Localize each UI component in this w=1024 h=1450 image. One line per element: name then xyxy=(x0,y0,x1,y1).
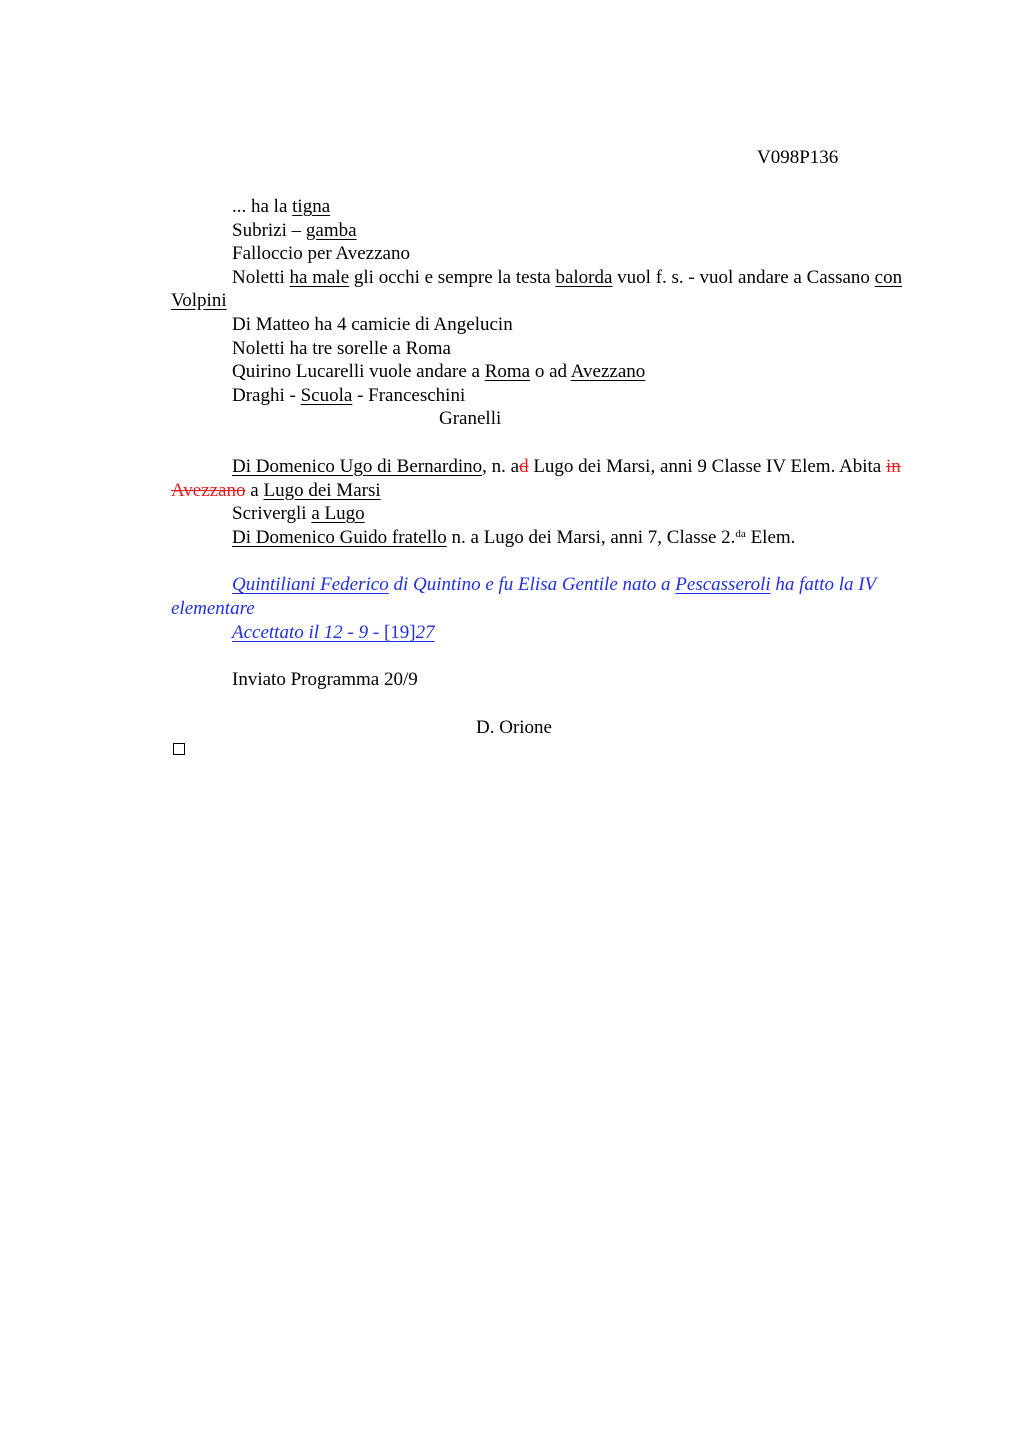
text-span: n. a Lugo dei Marsi, anni 7, Classe 2. xyxy=(446,526,736,548)
text-span: Subrizi – xyxy=(232,219,306,241)
text-line: Di Matteo ha 4 camicie di Angelucin xyxy=(232,313,513,335)
text-span: ha fatto la IV elementare xyxy=(171,574,876,619)
underlined-word: Di Domenico Guido fratello xyxy=(232,526,447,548)
text-span: Quirino Lucarelli vuole andare a xyxy=(232,361,485,383)
square-outline-icon xyxy=(173,743,185,755)
spacer xyxy=(171,549,931,573)
text-span: 27 xyxy=(415,621,435,643)
page-reference: V098P136 xyxy=(757,147,839,168)
underlined-word: Scuola xyxy=(300,384,353,406)
text-span: gli occhi e sempre la testa xyxy=(349,266,556,288)
acceptance-note xyxy=(232,622,435,643)
spacer xyxy=(171,644,931,668)
added-text-line xyxy=(171,573,931,620)
text-span: o ad xyxy=(530,361,571,383)
document-body xyxy=(171,195,931,692)
superscript: da xyxy=(735,527,746,540)
text-span: Draghi - xyxy=(232,384,301,406)
signature: D. Orione xyxy=(476,717,552,738)
text-line xyxy=(171,195,931,219)
text-line: Inviato Programma 20/9 xyxy=(232,669,418,691)
text-span: Elem. xyxy=(745,526,796,548)
text-line: Falloccio per Avezzano xyxy=(232,243,410,265)
underlined-word: con Volpini xyxy=(171,266,903,312)
text-span: , n. a xyxy=(482,455,520,477)
underlined-word: Quintiliani Federico xyxy=(232,574,389,596)
deleted-text: d xyxy=(519,455,529,477)
underlined-word: Pescasseroli xyxy=(675,574,771,596)
deleted-text: in Avezzano xyxy=(171,455,901,501)
text-line xyxy=(171,360,931,384)
underlined-word: Roma xyxy=(484,361,531,383)
underlined-word: a Lugo xyxy=(311,503,365,525)
text-line xyxy=(171,219,931,243)
text-line xyxy=(171,455,931,502)
text-span: - Franceschini xyxy=(352,384,466,406)
underlined-word: Lugo dei Marsi xyxy=(263,479,381,501)
text-line xyxy=(171,526,931,550)
underlined-word: tigna xyxy=(292,196,331,217)
text-span: vuol f. s. - vuol andare a Cassano xyxy=(612,266,875,288)
text-span: ... ha la xyxy=(232,196,293,217)
text-span: Scrivergli xyxy=(232,503,312,525)
added-text-line xyxy=(171,621,931,645)
text-line: Granelli xyxy=(439,408,502,430)
text-line xyxy=(171,384,931,408)
text-line xyxy=(171,502,931,526)
spacer xyxy=(171,431,931,455)
text-span: Accettato il 12 - 9 - xyxy=(232,621,384,643)
text-span: Noletti xyxy=(232,266,290,288)
underlined-word: Di Domenico Ugo di Bernardino xyxy=(232,455,483,477)
editorial-insertion: [19] xyxy=(383,621,416,643)
underlined-word: gamba xyxy=(305,219,357,241)
text-span: a xyxy=(245,479,264,501)
underlined-word: ha male xyxy=(289,266,350,288)
text-span: Lugo dei Marsi, anni 9 Classe IV Elem. Abita xyxy=(528,455,886,477)
text-line xyxy=(171,266,931,313)
underlined-word: balorda xyxy=(555,266,613,288)
text-line: Noletti ha tre sorelle a Roma xyxy=(232,337,451,359)
text-span: di Quintino e fu Elisa Gentile nato a xyxy=(388,574,676,596)
underlined-word: Avezzano xyxy=(570,361,646,383)
